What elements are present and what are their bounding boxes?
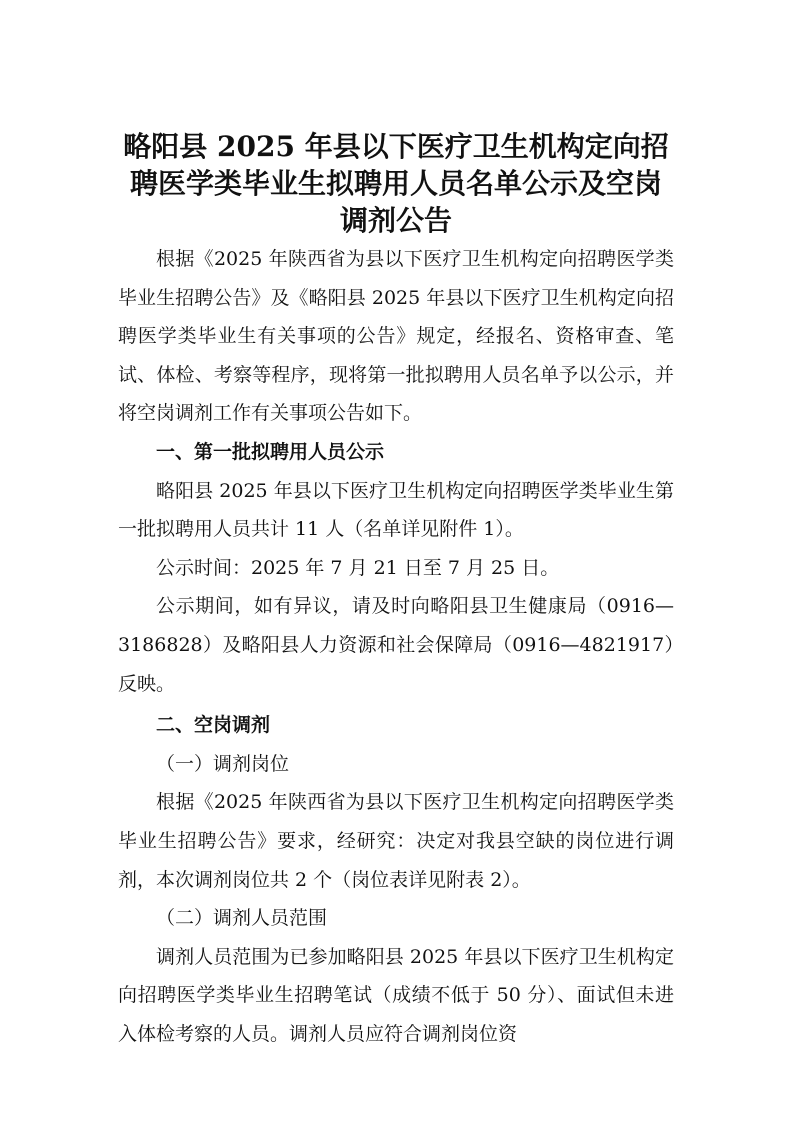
title-line-2: 聘医学类毕业生拟聘用人员名单公示及空岗 (129, 167, 662, 200)
section-1-paragraph-2: 公示时间：2025 年 7 月 21 日至 7 月 25 日。 (156, 556, 560, 579)
title-line-1: 略阳县 2025 年县以下医疗卫生机构定向招 (123, 130, 669, 163)
subsection-1-heading: （一）调剂岗位 (156, 752, 290, 775)
section-1-paragraph-1: 略阳县 2025 年县以下医疗卫生机构定向招聘医学类毕业生第一批拟聘用人员共计 11 人（名单详见附件 1）。 (118, 479, 674, 541)
section-2-heading: 二、空岗调剂 (156, 714, 271, 737)
section-1-heading: 一、第一批拟聘用人员公示 (156, 440, 385, 463)
document-title (110, 128, 682, 239)
subsection-2-paragraph: 调剂人员范围为已参加略阳县 2025 年县以下医疗卫生机构定向招聘医学类毕业生招聘笔试（成绩不低于 50 分）、面试但未进入体检考察的人员。调剂人员应符合调剂岗位资 (118, 945, 674, 1045)
subsection-1-paragraph: 根据《2025 年陕西省为县以下医疗卫生机构定向招聘医学类毕业生招聘公告》要求，经研究：决定对我县空缺的岗位进行调剂，本次调剂岗位共 2 个（岗位表详见附表 2）。 (118, 791, 674, 891)
section-1-paragraph-3: 公示期间，如有异议，请及时向略阳县卫生健康局（0916—3186828）及略阳县人力资源和社会保障局（0916—4821917）反映。 (118, 595, 674, 695)
document-body (118, 240, 674, 1053)
intro-paragraph: 根据《2025 年陕西省为县以下医疗卫生机构定向招聘医学类毕业生招聘公告》及《略阳县 2025 年县以下医疗卫生机构定向招聘医学类毕业生有关事项的公告》规定，经报名、资格审查、笔试、体检、考察等程序，现将第一批拟聘用人员名单予以公示，并将空岗调剂工作有关事项公告如下。 (118, 248, 674, 425)
subsection-2-heading: （二）调剂人员范围 (156, 907, 328, 930)
title-line-3: 调剂公告 (339, 204, 452, 237)
